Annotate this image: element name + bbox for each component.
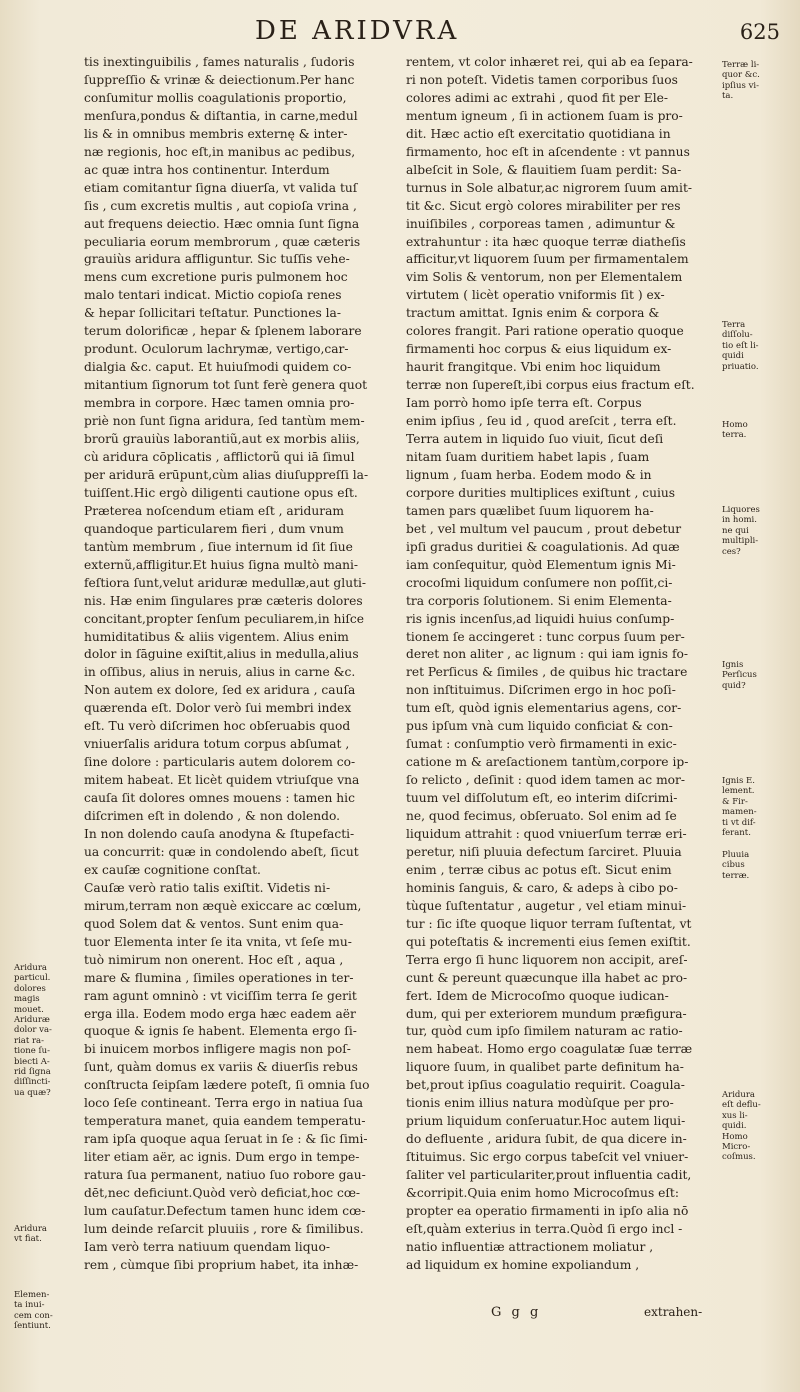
- text-line: erga illa. Eodem modo erga hæc eadem aër: [84, 1006, 356, 1021]
- text-line: firmamento, hoc eſt in aſcendente : vt pannus: [406, 144, 690, 159]
- text-line: nis. Hæ enim ſingulares præ cæteris dolores: [84, 593, 363, 608]
- margin-note-line: eſt deflu-: [722, 1100, 761, 1111]
- text-line: iam conſequitur, quòd Elementum ignis Mi-: [406, 557, 676, 572]
- text-line: ne, quod fecimus, obſeruato. Sol enim ad ſe: [406, 809, 677, 824]
- margin-note-line: Terra: [722, 320, 746, 330]
- margin-note-line: Elemen-: [14, 1290, 50, 1300]
- margin-note-line: xus li-: [722, 1110, 748, 1121]
- text-line: conſumitur mollis coagulationis proportio,: [84, 90, 347, 105]
- margin-note-right: [722, 320, 759, 372]
- text-line: ram ipſa quoque aqua ſeruat in ſe : & ſic ſimi-: [84, 1132, 368, 1147]
- text-line: tamen pars quælibet ſuum liquorem ha-: [406, 503, 654, 518]
- text-line: ſunt, quàm domus ex variis & diuerſis rebus: [84, 1060, 358, 1075]
- text-line: dolor in ſāguine exiſtit,alius in medulla,alius: [84, 647, 359, 662]
- text-line: lis & in omnibus membris externę & inter-: [84, 126, 348, 141]
- text-line: liter etiam aër, ac ignis. Dum ergo in tempe-: [84, 1150, 360, 1165]
- text-line: virtutem ( licèt operatio vniformis ſit ) ex-: [406, 288, 665, 303]
- text-line: tur, quòd cum ipſo ſimilem naturam ac ratio-: [406, 1024, 683, 1039]
- text-line: tuiſſent.Hic ergò diligenti cautione opus eſt.: [84, 485, 358, 500]
- text-line: ſine dolore : particularis autem dolorem co-: [84, 755, 356, 770]
- text-line: quærenda eſt. Dolor verò ſui membri index: [84, 701, 352, 716]
- text-line: ri non poteſt. Videtis tamen corporibus ſuos: [406, 72, 678, 87]
- text-line: loco ſeſe contineant. Terra ergo in natiua ſua: [84, 1096, 364, 1111]
- text-line: tur : ſic iſte quoque liquor terram ſuſtentat, vt: [406, 916, 692, 931]
- text-line: ſo relicto , deſinit : quod idem tamen ac mor-: [406, 773, 686, 788]
- text-line: Iam porrò homo ipſe terra eſt. Corpus: [406, 396, 642, 411]
- text-line: colores frangit. Pari ratione operatio quoque: [406, 324, 684, 339]
- margin-note-line: ces?: [722, 546, 741, 557]
- text-line: prium liquidum conſeruatur.Hoc autem liqui-: [406, 1114, 686, 1129]
- text-line: dum, qui per exteriorem mundum præfigura-: [406, 1006, 687, 1021]
- text-line: rem , cùmque ſibi proprium habet, ita inhæ-: [84, 1257, 359, 1272]
- margin-note-line: ne qui: [722, 525, 749, 536]
- margin-note-line: mamen-: [722, 807, 757, 818]
- margin-note-line: Ignis: [722, 660, 744, 670]
- margin-note-line: cem con-: [14, 1310, 53, 1321]
- text-line: brorũ grauiùs laborantiũ,aut ex morbis aliis,: [84, 432, 360, 447]
- text-line: dit. Hæc actio eſt exercitatio quotidiana in: [406, 126, 671, 141]
- text-line: Terra autem in liquido ſuo viuit, ſicut deſi: [406, 432, 664, 447]
- margin-note-line: mouet.: [14, 1004, 44, 1015]
- margin-note-line: & Fir-: [722, 796, 748, 807]
- margin-note-right: [722, 660, 757, 691]
- text-line: feſtiora ſunt,velut ariduræ medullæ,aut gluti-: [84, 575, 367, 590]
- text-line: externũ,affligitur.Et huius ſigna multò mani-: [84, 557, 359, 572]
- text-line: enim ipſius , ſeu id , quod areſcit , terra eſt.: [406, 414, 677, 429]
- text-line: conſtructa ſeipſam lædere poteſt, ſi omnia ſuo: [84, 1078, 370, 1093]
- text-line: dēt,nec deficiunt.Quòd verò deficiat,hoc cœ-: [84, 1186, 361, 1201]
- text-line: ſumat : conſumptio verò firmamenti in exic-: [406, 737, 677, 752]
- margin-note-line: diſſolu-: [722, 330, 753, 341]
- margin-note-line: terra.: [722, 430, 747, 441]
- margin-note-line: dolor va-: [14, 1025, 52, 1036]
- text-line: Non autem ex dolore, ſed ex aridura , cauſa: [84, 683, 356, 698]
- text-line: Iam verò terra natiuum quendam liquo-: [84, 1239, 330, 1254]
- margin-note-line: dolores: [14, 983, 46, 994]
- text-line: tractum amittat. Ignis enim & corpora &: [406, 306, 660, 321]
- margin-note-line: Aridura: [722, 1090, 755, 1100]
- text-line: liquore ſuum, in qualibet parte definitum ha-: [406, 1060, 684, 1075]
- text-line: priè non ſunt ſigna aridura, ſed tantùm mem-: [84, 414, 365, 429]
- text-line: tuum vel diſſolutum eſt, eo interim diſcrimi-: [406, 791, 678, 806]
- text-line: natio influentiæ attractionem moliatur ,: [406, 1239, 654, 1254]
- text-line: Cauſæ verò ratio talis exiſtit. Videtis ni-: [84, 880, 331, 895]
- text-line: tuò nimirum non onerent. Hoc eſt , aqua ,: [84, 952, 344, 967]
- text-line: turnus in Sole albatur,ac nigrorem ſuum amit-: [406, 180, 693, 195]
- text-line: tionem ſe accingeret : tunc corpus ſuum per-: [406, 629, 685, 644]
- margin-note-line: Micro-: [722, 1142, 751, 1153]
- text-line: quod Solem dat & ventos. Sunt enim qua-: [84, 916, 344, 931]
- text-line: dialgia &c. caput. Et huiuſmodi quidem co-: [84, 360, 352, 375]
- margin-note-line: quid?: [722, 680, 746, 691]
- margin-note-line: ta.: [722, 91, 734, 102]
- text-line: quandoque particularem fieri , dum vnum: [84, 521, 344, 536]
- text-line: membra in corpore. Hæc tamen omnia pro-: [84, 396, 355, 411]
- text-line: lum deinde reſarcit pluuiis , rore & ſimilibus.: [84, 1221, 364, 1236]
- margin-note-line: coſmus.: [722, 1152, 756, 1163]
- catchword: extrahen-: [644, 1305, 703, 1319]
- text-line: hominis ſanguis, & caro, & adeps à cibo po-: [406, 880, 678, 895]
- text-line: tùque ſuſtentatur , augetur , vel etiam minui-: [406, 898, 687, 913]
- text-line: ſuppreſſio & vrinæ & deiectionum.Per hanc: [84, 72, 355, 87]
- text-line: corpore durities multiplices exiſtunt , cuius: [406, 485, 676, 500]
- margin-note-line: Homo: [722, 420, 748, 430]
- text-line: grauiùs aridura affliguntur. Sic tuſſis vehe-: [84, 252, 350, 267]
- margin-note-line: cibus: [722, 860, 745, 871]
- page-number: 625: [739, 20, 780, 44]
- text-line: ratura ſua permanent, natiuo ſuo robore gau-: [84, 1168, 366, 1183]
- text-line: ad liquidum ex homine expoliandum ,: [406, 1257, 640, 1272]
- margin-note-line: terræ.: [722, 870, 750, 881]
- text-line: afficitur,vt liquorem ſuum per firmamentalem: [406, 252, 689, 267]
- text-line: bet , vel multum vel paucum , prout debetur: [406, 521, 682, 536]
- text-line: ſtituimus. Sic ergo corpus tabeſcit vel vniuer-: [406, 1150, 689, 1165]
- text-line: mentum igneum , ſi in actionem ſuam is pro-: [406, 108, 683, 123]
- margin-note-line: Homo: [722, 1131, 748, 1142]
- margin-note-line: rid ſigna: [14, 1067, 51, 1078]
- margin-note-line: ferant.: [722, 828, 751, 839]
- margin-note-line: ua quæ?: [14, 1087, 51, 1098]
- margin-note-line: diſſincti-: [14, 1077, 51, 1088]
- text-line: pus ipſum vnà cum liquido conficiat & con-: [406, 719, 673, 734]
- text-line: nem habeat. Homo ergo coagulatæ ſuæ terræ: [406, 1042, 693, 1057]
- margin-note-line: lement.: [722, 786, 755, 797]
- text-line: malo tentari indicat. Mictio copioſa renes: [84, 288, 342, 303]
- text-line: produnt. Oculorum lachrymæ, vertigo,car-: [84, 342, 349, 357]
- text-line: peretur, niſi pluuia defectum ſarciret. Pluuia: [406, 844, 682, 859]
- text-line: extrahuntur : ita hæc quoque terræ diatheſis: [406, 234, 686, 249]
- text-line: ret Perſicus & ſimiles , de quibus hic tractare: [406, 665, 688, 680]
- margin-note-line: Liquores: [722, 505, 760, 515]
- text-line: mitem habeat. Et licèt quidem vtriuſque vna: [84, 773, 360, 788]
- margin-note-line: in homi.: [722, 515, 757, 526]
- text-line: firmamenti hoc corpus & eius liquidum ex-: [406, 342, 672, 357]
- text-line: peculiaria eorum membrorum , quæ cæteris: [84, 234, 361, 249]
- text-line: cauſa ſit dolores omnes mouens : tamen hic: [84, 791, 355, 806]
- text-line: diſcrimen eſt in dolendo , & non dolendo.: [84, 809, 341, 824]
- margin-note-right: [722, 60, 760, 102]
- margin-note-line: ſentiunt.: [14, 1321, 51, 1332]
- text-line: vniuerſalis aridura totum corpus abſumat ,: [84, 737, 350, 752]
- margin-note-line: Perſicus: [722, 670, 757, 681]
- text-line: ex cauſæ cognitione conſtat.: [84, 862, 261, 877]
- margin-note-line: riat ra-: [14, 1035, 44, 1046]
- text-line: quoque & ignis ſe habent. Elementa ergo ſi-: [84, 1024, 357, 1039]
- margin-note-line: Aridura: [14, 1224, 47, 1234]
- margin-note-line: tione ſu-: [14, 1046, 50, 1057]
- text-line: bi inuicem morbos infligere magis non poſ-: [84, 1042, 351, 1057]
- margin-note-right: [722, 850, 749, 881]
- text-line: ac quæ intra hos continentur. Interdum: [84, 162, 330, 177]
- running-title: DE ARIDVRA: [255, 16, 460, 46]
- margin-note-line: multipli-: [722, 536, 759, 547]
- text-line: aut frequens deiectio. Hæc omnia ſunt ſigna: [84, 216, 360, 231]
- text-line: nitam ſuam duritiem habet lapis , ſuam: [406, 449, 650, 464]
- text-line: Præterea noſcendum etiam eſt , ariduram: [84, 503, 345, 518]
- margin-note-line: tio eſt li-: [722, 340, 759, 351]
- text-line: bet,prout ipſius coagulatio requirit. Coagula-: [406, 1078, 685, 1093]
- text-line: temperatura manet, quia eandem temperatu-: [84, 1114, 366, 1129]
- text-line: mitantium ſignorum tot ſunt ferè genera quot: [84, 378, 368, 393]
- text-line: terræ non ſupereſt,ibi corpus eius fractum eſt.: [406, 378, 695, 393]
- text-line: tuor Elementa inter ſe ita vnita, vt ſeſe mu-: [84, 934, 352, 949]
- text-line: in oſſibus, alius in neruis, alius in carne &c.: [84, 665, 356, 680]
- text-line: colores adimi ac extrahi , quod fit per Ele-: [406, 90, 669, 105]
- text-line: cù aridura cōplicatis , afflictorũ qui iā ſimul: [84, 449, 355, 464]
- margin-note-line: particul.: [14, 973, 51, 984]
- margin-note-line: Aridura: [14, 963, 47, 973]
- text-line: per aridurā erūpunt,cùm alias diuſuppreſſi la-: [84, 467, 369, 482]
- text-line: tra corporis ſolutionem. Si enim Elementa-: [406, 593, 672, 608]
- margin-note-line: vt fiat.: [14, 1234, 42, 1245]
- text-line: lignum , ſuam herba. Eodem modo & in: [406, 467, 652, 482]
- text-line: mare & flumina , ſimiles operationes in ter-: [84, 970, 354, 985]
- text-line: Terra ergo ſi hunc liquorem non accipit, areſ-: [406, 952, 688, 967]
- text-line: non inſtituimus. Diſcrimen ergo in hoc poſi-: [406, 683, 676, 698]
- text-line: tantùm membrum , ſiue internum id ſit ſiue: [84, 539, 353, 554]
- text-line: mirum,terram non æquè exiccare ac cœlum,: [84, 898, 362, 913]
- margin-note-line: Pluuia: [722, 850, 750, 860]
- text-line: ipſi gradus duritiei & coagulationis. Ad quæ: [406, 539, 680, 554]
- text-line: haurit frangitque. Vbi enim hoc liquidum: [406, 360, 661, 375]
- text-line: humiditatibus & aliis vigentem. Alius enim: [84, 629, 349, 644]
- margin-note-line: magis: [14, 994, 40, 1005]
- text-line: ris ignis incenſus,ad liquidi huius conſump-: [406, 611, 675, 626]
- text-line: concitant,propter ſenſum peculiarem,in hiſce: [84, 611, 365, 626]
- text-line: qui poteſtatis & incrementi eius ſemen exiſtit.: [406, 934, 691, 949]
- text-line: tum eſt, quòd ignis elementarius agens, cor-: [406, 701, 682, 716]
- text-line: etiam comitantur ſigna diuerſa, vt valida tuſ: [84, 180, 358, 195]
- text-line: deret non aliter , ac lignum : qui iam ignis fo-: [406, 647, 689, 662]
- text-line: ſaliter vel particulariter,prout influentia cadit,: [406, 1168, 692, 1183]
- text-line: In non dolendo cauſa anodyna & ſtupefacti-: [84, 826, 355, 841]
- text-line: ua concurrit: quæ in condolendo abeſt, ſicut: [84, 844, 359, 859]
- text-line: lum cauſatur.Defectum tamen hunc idem cœ-: [84, 1204, 366, 1218]
- text-line: rentem, vt color inhæret rei, qui ab ea ſepara-: [406, 55, 693, 69]
- margin-note-left: [14, 1224, 47, 1245]
- text-line: eſt. Tu verò diſcrimen hoc obſeruabis quod: [84, 719, 351, 734]
- margin-note-line: priuatio.: [722, 361, 759, 372]
- text-line: catione m & areſactionem tantùm,corpore ip-: [406, 755, 689, 770]
- text-line: albeſcit in Sole, & flauitiem ſuam perdit: Sa-: [406, 162, 682, 177]
- text-line: cunt & pereunt quæcunque illa habet ac pro-: [406, 970, 688, 985]
- text-line: terum dolorificæ , hepar & ſplenem laborare: [84, 324, 362, 339]
- text-column-right: [406, 54, 710, 1275]
- margin-note-line: biecti A-: [14, 1056, 50, 1067]
- margin-note-line: Terræ li-: [722, 60, 760, 70]
- text-line: ſis , cum excretis multis , aut copioſa vrina ,: [84, 198, 357, 213]
- margin-note-line: ti vt dif-: [722, 817, 756, 828]
- text-line: næ regionis, hoc eſt,in manibus ac pedibus,: [84, 144, 356, 159]
- text-line: mens cum excretione puris pulmonem hoc: [84, 270, 348, 285]
- text-line: ram agunt omninò : vt viciſſim terra ſe gerit: [84, 988, 357, 1003]
- text-line: liquidum attrahit : quod vniuerſum terræ eri-: [406, 826, 687, 841]
- text-line: do defluente , aridura ſubit, de qua dicere in-: [406, 1132, 687, 1147]
- text-line: enim , terræ cibus ac potus eſt. Sicut enim: [406, 862, 672, 877]
- margin-note-right: [722, 776, 757, 838]
- margin-note-line: Ignis E.: [722, 776, 755, 786]
- margin-note-right: [722, 420, 748, 441]
- text-line: propter ea operatio firmamenti in ipſo alia nō: [406, 1204, 689, 1218]
- text-line: eſt,quàm exterius in terra.Quòd ſi ergo incl -: [406, 1221, 683, 1236]
- text-line: menſura,pondus & diſtantia, in carne,medul: [84, 108, 358, 123]
- margin-note-line: quor &c.: [722, 70, 760, 81]
- text-line: &corripit.Quia enim homo Microcoſmus eſt:: [406, 1186, 679, 1201]
- text-line: tionis enim illius natura modùſque per pro-: [406, 1096, 674, 1111]
- signature-mark: G g g: [491, 1305, 542, 1320]
- text-line: tit &c. Sicut ergò colores mirabiliter per res: [406, 198, 681, 213]
- margin-note-line: quidi: [722, 351, 744, 362]
- margin-note-line: Ariduræ: [14, 1015, 50, 1026]
- margin-note-right: [722, 1090, 761, 1163]
- text-line: crocoſmi liquidum conſumere non poſſit,ci-: [406, 575, 673, 590]
- margin-note-left: [14, 963, 52, 1098]
- text-line: inuiſibiles , corporeas tamen , adimuntur &: [406, 216, 676, 231]
- text-line: tis inextinguibilis , fames naturalis , ſudoris: [84, 55, 355, 69]
- text-line: & hepar ſollicitari teſtatur. Punctiones la-: [84, 306, 341, 321]
- margin-note-line: ipſius vi-: [722, 80, 759, 91]
- text-line: vim Solis & ventorum, non per Elementalem: [406, 270, 683, 285]
- running-header: [70, 16, 780, 50]
- margin-note-right: [722, 505, 760, 557]
- text-line: fert. Idem de Microcoſmo quoque iudican-: [406, 988, 669, 1003]
- margin-note-line: ta inui-: [14, 1300, 45, 1311]
- text-column-left: [84, 54, 391, 1275]
- margin-note-line: quidi.: [722, 1121, 747, 1132]
- margin-note-left: [14, 1290, 53, 1332]
